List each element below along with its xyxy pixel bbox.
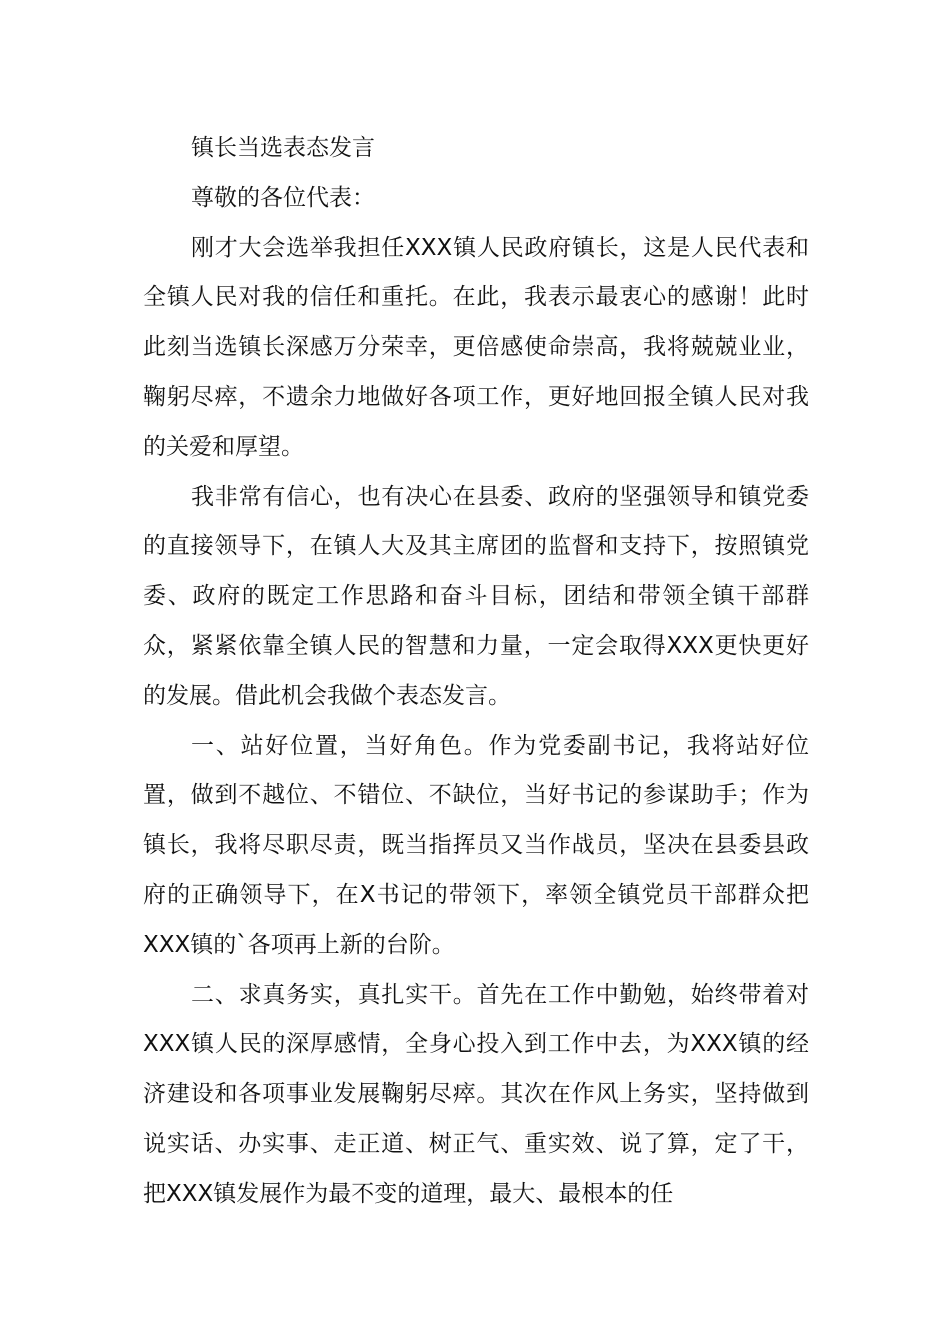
salutation: 尊敬的各位代表： <box>191 184 375 211</box>
document-title: 镇长当选表态发言 <box>191 135 375 161</box>
paragraph: 一、站好位置，当好角色。作为党委副书记，我将站好位置，做到不越位、不错位、不缺位，当好书记的参谋助手；作为镇长，我将尽职尽责，既当指挥员又当作战员，坚决在县委县政府的正确领导下，在X书记的带领下，率领全镇党员干部群众把XXX镇的`各项再上新的台阶。 <box>143 732 809 958</box>
document-body <box>143 124 809 1220</box>
paragraph: 我非常有信心，也有决心在县委、政府的坚强领导和镇党委的直接领导下，在镇人大及其主席团的监督和支持下，按照镇党委、政府的既定工作思路和奋斗目标，团结和带领全镇干部群众，紧紧依靠全镇人民的智慧和力量，一定会取得XXX更快更好的发展。借此机会我做个表态发言。 <box>143 483 809 709</box>
paragraph: 刚才大会选举我担任XXX镇人民政府镇长，这是人民代表和全镇人民对我的信任和重托。在此，我表示最衷心的感谢！此时此刻当选镇长深感万分荣幸，更倍感使命崇高，我将兢兢业业，鞠躬尽瘁，不遗余力地做好各项工作，更好地回报全镇人民对我的关爱和厚望。 <box>143 234 809 460</box>
paragraph: 二、求真务实，真扎实干。首先在工作中勤勉，始终带着对XXX镇人民的深厚感情，全身心投入到工作中去，为XXX镇的经济建设和各项事业发展鞠躬尽瘁。其次在作风上务实，坚持做到说实话、办实事、走正道、树正气、重实效、说了算，定了干，把XXX镇发展作为最不变的道理，最大、最根本的任 <box>143 981 809 1207</box>
